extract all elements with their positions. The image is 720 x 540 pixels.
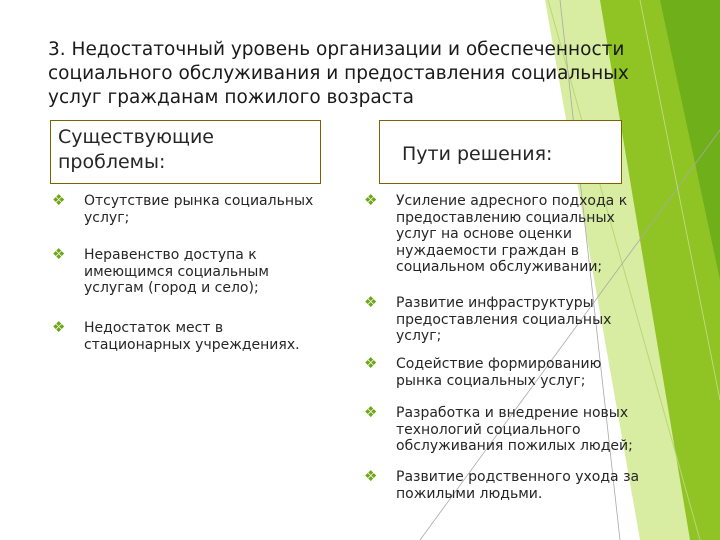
solution-item-line: Усиление адресного подхода к	[396, 193, 628, 209]
solution-item-line: предоставлению социальных	[396, 209, 615, 226]
problem-item-line: Неравенство доступа к	[84, 247, 257, 263]
solution-item-line: услуг на основе оценки	[396, 226, 572, 242]
solution-item-line: услуг;	[396, 328, 442, 344]
solution-item-line: Содействие формированию	[396, 356, 602, 372]
problem-item-line: услуг;	[84, 209, 130, 226]
solution-item-line: социальном обслуживании;	[396, 259, 603, 275]
problem-item-line: имеющимся социальным	[84, 263, 269, 280]
problem-item-line: Отсутствие рынка социальных	[84, 193, 314, 209]
diamond-bullet-icon: ❖	[52, 245, 66, 263]
diamond-bullet-icon: ❖	[364, 293, 378, 311]
diamond-bullet-icon: ❖	[52, 191, 66, 209]
diamond-bullet-icon: ❖	[364, 467, 378, 485]
diamond-bullet-icon: ❖	[52, 318, 66, 336]
solution-item-line: нуждаемости граждан в	[396, 242, 579, 259]
solution-item-line: рынка социальных услуг;	[396, 372, 586, 389]
title-line: социального обслуживания и предоставления социальных	[48, 63, 629, 84]
title-line: 3. Недостаточный уровень организации и обеспеченности	[48, 39, 625, 60]
solution-item-line: Разработка и внедрение новых	[396, 405, 629, 421]
solutions-header-text: Пути решения:	[402, 143, 553, 165]
slide-title	[48, 38, 688, 110]
solution-item-line: Развитие инфраструктуры	[396, 295, 594, 311]
diamond-bullet-icon: ❖	[364, 403, 378, 421]
solution-item-line: пожилыми людьми.	[396, 485, 543, 502]
problems-header-box	[50, 120, 321, 184]
title-line: услуг гражданам пожилого возраста	[48, 87, 414, 108]
solution-item-line: обслуживания пожилых людей;	[396, 438, 633, 454]
solutions-header-box	[379, 120, 622, 184]
solution-item-line: Развитие родственного ухода за	[396, 469, 640, 485]
problem-item-line: стационарных учреждениях.	[84, 336, 300, 353]
problems-header-line: Существующие	[58, 126, 214, 148]
diamond-bullet-icon: ❖	[364, 354, 378, 372]
solution-item-line: предоставления социальных	[396, 311, 612, 328]
problem-item-line: услугам (город и село);	[84, 280, 259, 296]
diamond-bullet-icon: ❖	[364, 191, 378, 209]
solution-item-line: технологий социального	[396, 421, 581, 438]
problems-header-line: проблемы:	[58, 151, 166, 173]
problem-item-line: Недостаток мест в	[84, 320, 224, 336]
